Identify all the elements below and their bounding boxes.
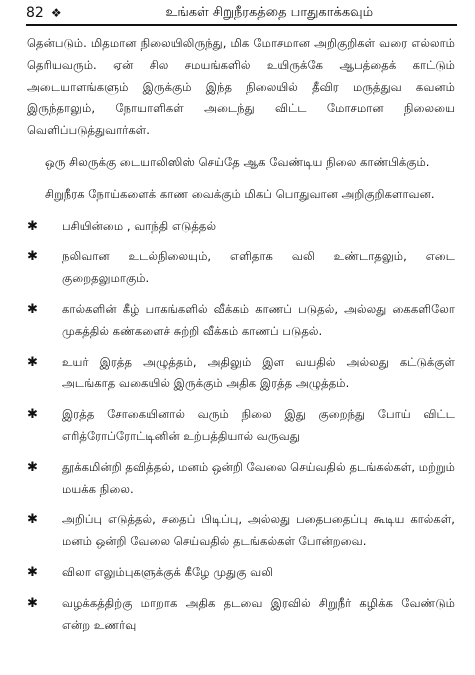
asterisk-bullet-icon: ✱ <box>27 218 38 234</box>
paragraph: தென்படும். மிதமான நிலையிலிருந்து, மிக மோசமான அறிகுறிகள் வரை எல்லாம் தெரியவரும். ஏன் சில சமயங்களில் உயிருக்கே ஆபத்தைக் காட்டும் அடையாளங்களும் இருக்கும் இந்த நிலையில் தீவிர மருத்துவ கவனம் இருந்தாலும், நோயாளிகள் அடைந்து விட்ட மோசமான நிலையை வெளிப்படுத்துவார்கள். <box>27 36 455 138</box>
asterisk-bullet-icon: ✱ <box>27 301 38 317</box>
asterisk-bullet-icon: ✱ <box>27 595 38 611</box>
list-item <box>27 509 455 553</box>
paragraph: ஒரு சிலருக்கு டையாலிஸிஸ் செய்தே ஆக வேண்டிய நிலை காண்பிக்கும். <box>45 154 430 169</box>
list-item-text: உயர் இரத்த அழுத்தம், அதிலும் இள வயதில் அல்லது கட்டுக்குள் அடங்காத வகையில் இருக்கும் அதிக இரத்த அழுத்தம். <box>62 354 455 391</box>
list-item-text: இரத்த சோகையினால் வரும் நிலை இது குறைந்து போய் விட்ட எரித்ரோப்ரோட்டினின் உற்பத்தியால் வருவது <box>62 407 455 443</box>
list-item <box>27 457 455 501</box>
page-number: 82 <box>26 5 44 21</box>
asterisk-bullet-icon: ✱ <box>27 354 38 370</box>
list-item <box>27 299 455 343</box>
list-item-text: நலிவான உடல்நிலையும், எளிதாக வலி உண்டாதலும், எடை குறைதலுமாகும். <box>62 249 455 286</box>
list-item-text: விலா எலும்புகளுக்குக் கீழே முதுகு வலி <box>62 564 274 579</box>
list-item-text: கால்களின் கீழ் பாகங்களில் வீக்கம் காணப் படுதல், அல்லது கைகளிலோ முகத்தில் கண்களைச் சுற்றி வீக்கம் காணப் படுதல். <box>62 301 455 338</box>
list-item-text: அறிப்பு எடுத்தல், சதைப் பிடிப்பு, அல்லது பதைபதைப்பு கூடிய கால்கள், மனம் ஒன்றி வேலை செய்வதில் தடங்கல்கள் போன்றவை. <box>62 512 455 549</box>
asterisk-bullet-icon: ✱ <box>27 249 38 265</box>
page-header <box>26 2 457 26</box>
list-item <box>27 246 455 290</box>
asterisk-bullet-icon: ✱ <box>27 564 38 580</box>
list-item <box>27 562 455 584</box>
paragraph: சிறுநீரக நோய்களைக் காண வைக்கும் மிகப் பொதுவான அறிகுறிகளாவன. <box>45 186 435 201</box>
page-body <box>27 33 455 645</box>
list-item <box>27 216 455 238</box>
asterisk-bullet-icon: ✱ <box>27 512 38 528</box>
symptom-list <box>27 216 455 637</box>
list-item <box>27 593 455 637</box>
asterisk-bullet-icon: ✱ <box>27 459 38 475</box>
list-item <box>27 404 455 448</box>
diamond-ornament-icon: ❖ <box>50 6 62 20</box>
running-title: உங்கள் சிறுநீரகத்தை பாதுகாக்கவும் <box>165 5 374 20</box>
list-item <box>27 352 455 396</box>
list-item-text: பசியின்மை , வாந்தி எடுத்தல் <box>62 218 217 233</box>
asterisk-bullet-icon: ✱ <box>27 407 38 423</box>
list-item-text: தூக்கமின்றி தவித்தல், மனம் ஒன்றி வேலை செய்வதில் தடங்கல்கள், மற்றும் மயக்க நிலை. <box>62 459 455 496</box>
list-item-text: வழக்கத்திற்கு மாறாக அதிக தடவை இரவில் சிறுநீர் கழிக்க வேண்டும் என்ற உணர்வு <box>62 595 455 632</box>
